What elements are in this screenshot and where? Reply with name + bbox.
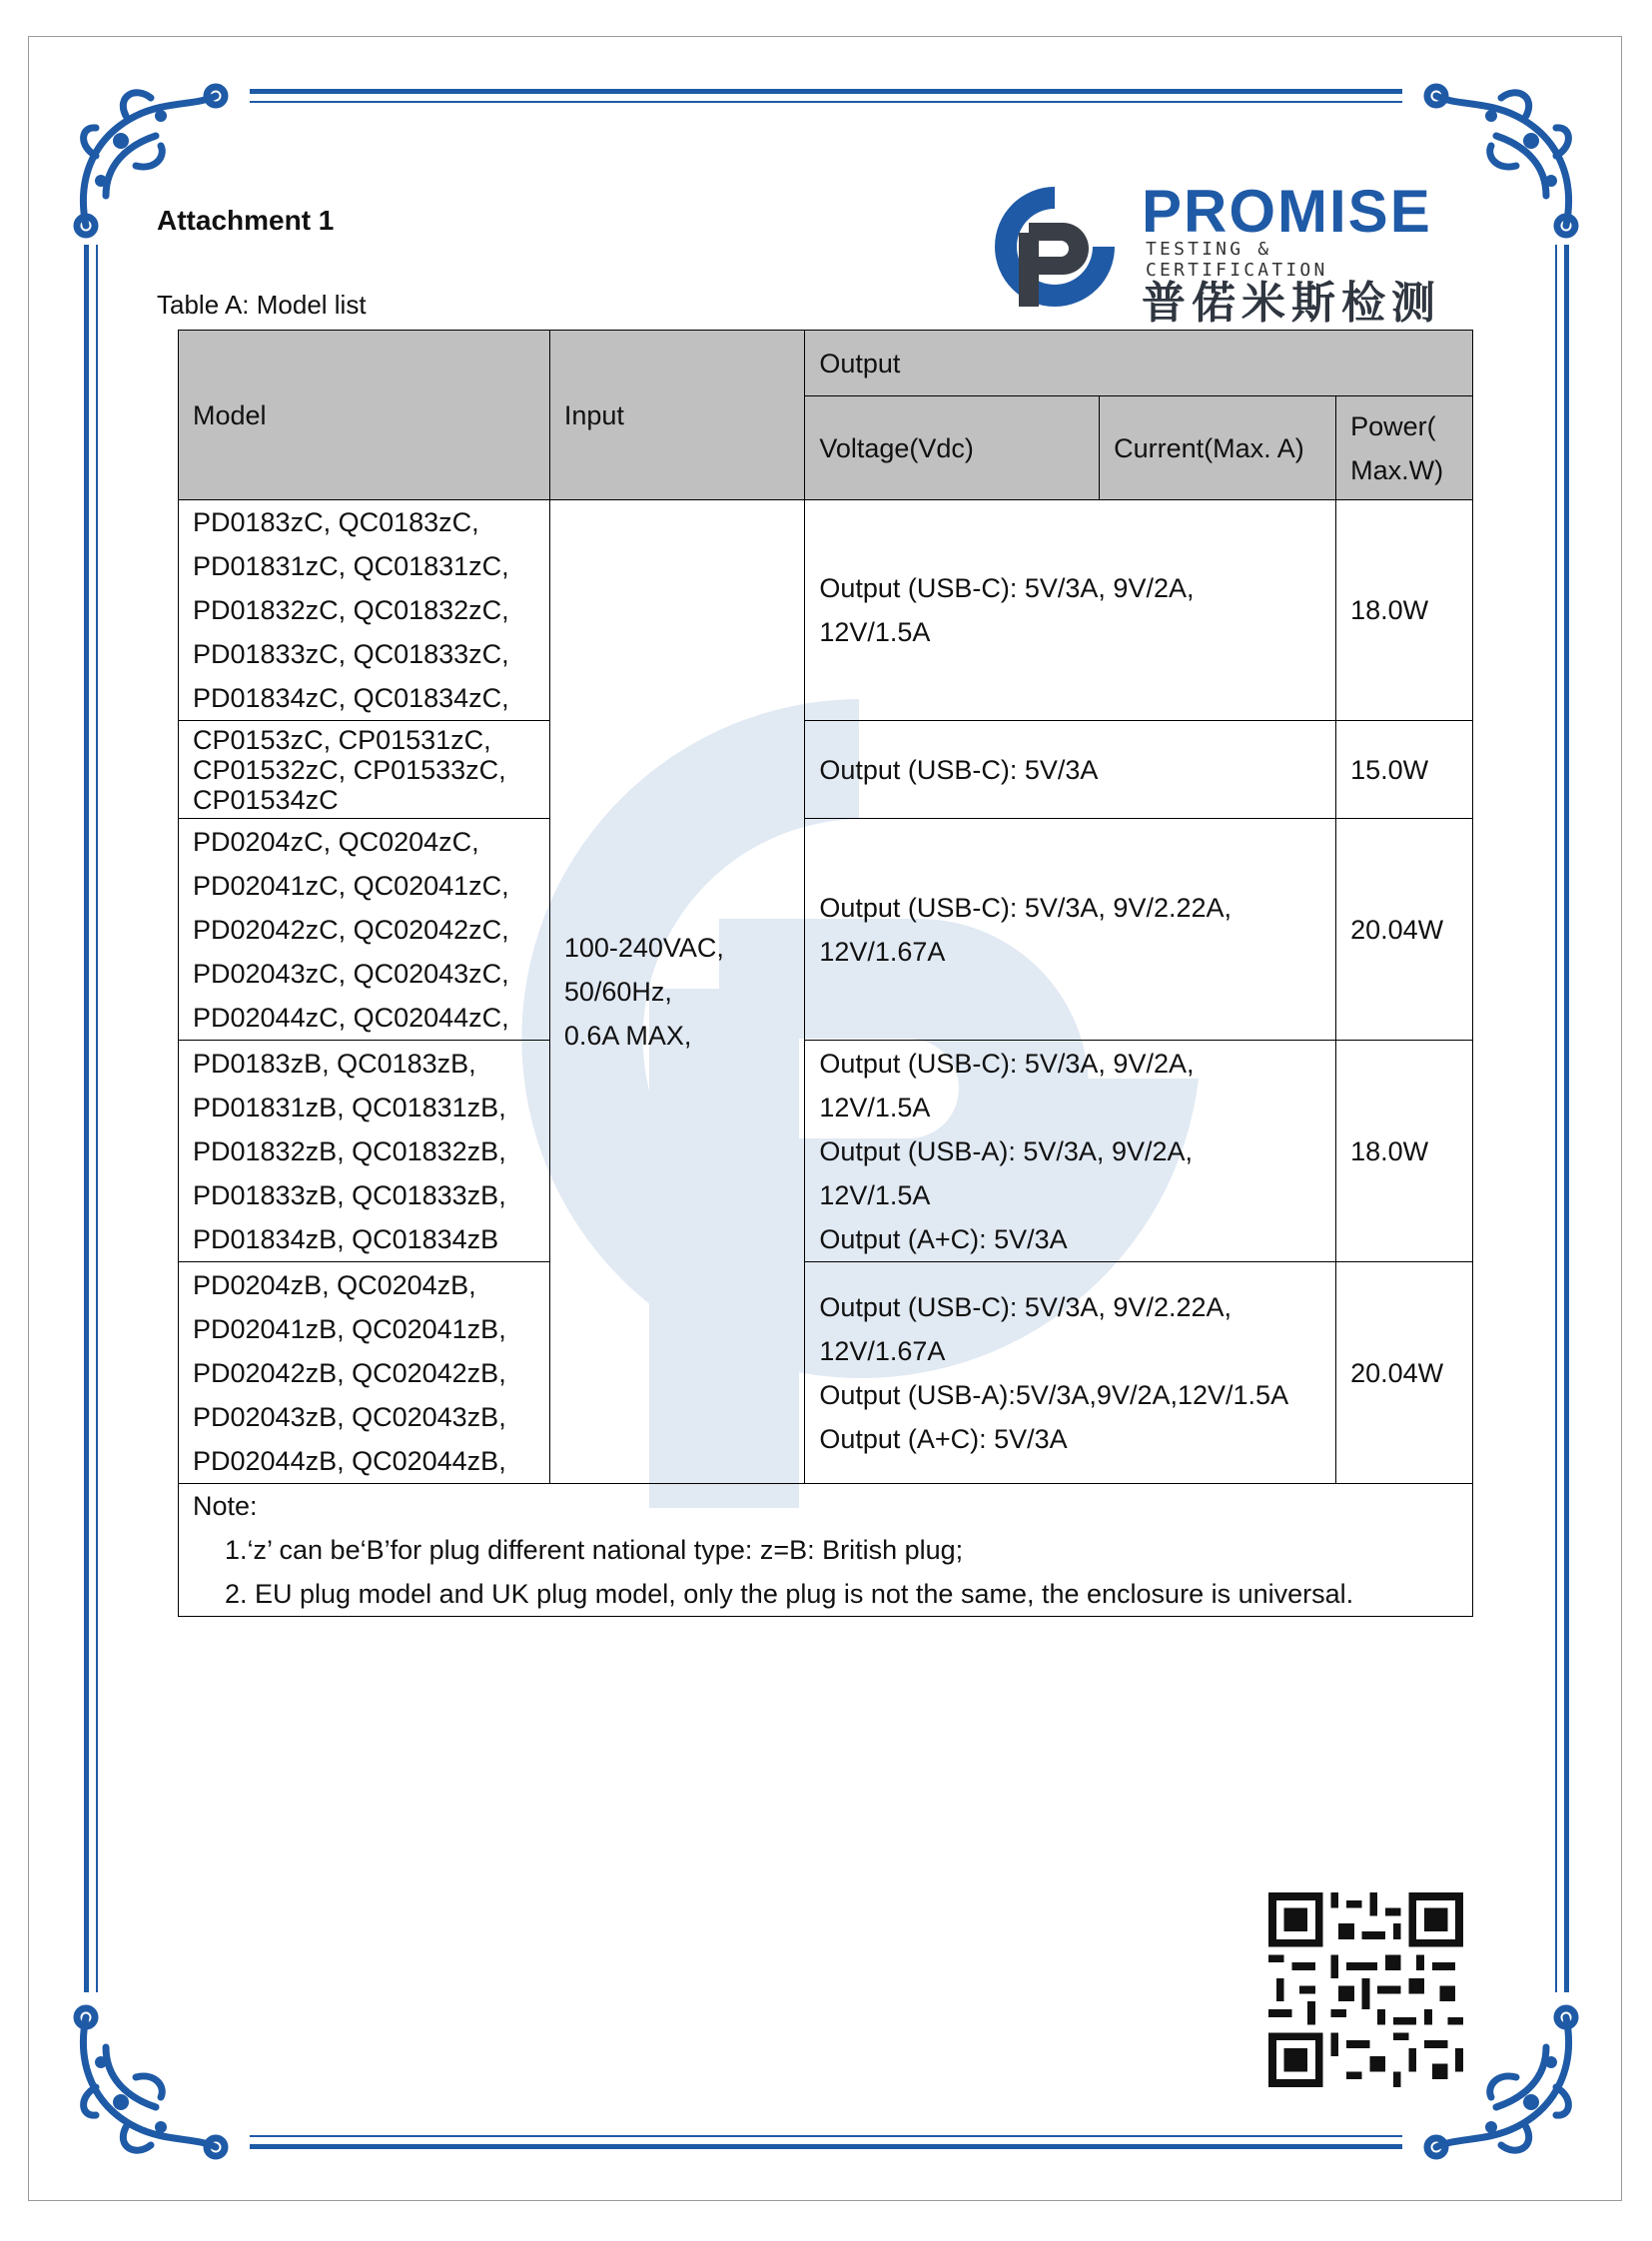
header-input: Input	[549, 331, 805, 500]
output-cell	[805, 1041, 1336, 1262]
corner-ornament-icon	[66, 1997, 236, 2167]
model-line: PD01832zB, QC01832zB,	[193, 1135, 506, 1166]
logo-chinese: 普偌米斯检测	[1142, 278, 1441, 329]
model-line: PD01831zB, QC01831zB,	[193, 1092, 506, 1122]
qr-code-icon	[1268, 1892, 1463, 2087]
output-line: 12V/1.5A	[819, 1092, 931, 1122]
input-line: 100-240VAC,	[563, 933, 724, 963]
border-top-inner	[250, 101, 1402, 103]
table-row	[179, 500, 1473, 721]
border-bottom-inner	[250, 2135, 1402, 2137]
output-line: Output (USB-A): 5V/3A, 9V/2A,	[819, 1135, 1193, 1166]
power-cell: 18.0W	[1336, 1041, 1473, 1262]
promise-logo-icon	[989, 181, 1121, 313]
table-row	[179, 1041, 1473, 1262]
note-item: 2. EU plug model and UK plug model, only the plug is not the same, the enclosure is universal.	[225, 1579, 1354, 1609]
output-line: Output (A+C): 5V/3A	[819, 1223, 1068, 1254]
model-line: PD02041zC, QC02041zC,	[193, 870, 509, 901]
output-line: Output (A+C): 5V/3A	[819, 1423, 1068, 1454]
model-line: PD01831zC, QC01831zC,	[193, 551, 509, 581]
model-line: PD02042zB, QC02042zB,	[193, 1357, 506, 1388]
model-cell	[179, 1041, 550, 1262]
model-cell	[179, 721, 550, 819]
model-line: PD02041zB, QC02041zB,	[193, 1313, 506, 1344]
logo-tagline: TESTING & CERTIFICATION	[1146, 239, 1328, 281]
input-line: 50/60Hz,	[563, 977, 672, 1007]
model-line: PD0183zB, QC0183zB,	[193, 1048, 476, 1079]
output-cell	[805, 1262, 1336, 1484]
power-cell: 18.0W	[1336, 500, 1473, 721]
model-line: PD01833zB, QC01833zB,	[193, 1179, 506, 1210]
border-left-inner	[96, 245, 98, 1992]
input-cell	[549, 500, 805, 1484]
model-line: PD01834zB, QC01834zB	[193, 1223, 499, 1254]
note-cell	[179, 1484, 1473, 1617]
input-line: 0.6A MAX,	[563, 1021, 692, 1051]
logo-title: PROMISE	[1142, 178, 1432, 245]
output-line: 12V/1.5A	[819, 1179, 931, 1210]
table-row	[179, 819, 1473, 1041]
model-line: PD01832zC, QC01832zC,	[193, 595, 509, 625]
power-cell: 20.04W	[1336, 819, 1473, 1041]
model-line: PD0204zC, QC0204zC,	[193, 826, 479, 857]
table-caption: Table A: Model list	[157, 290, 367, 320]
output-line: 12V/1.67A	[819, 1335, 946, 1366]
header-power-line2: Max.W)	[1350, 454, 1444, 485]
table-header-row	[179, 331, 1473, 396]
power-cell: 15.0W	[1336, 721, 1473, 819]
table-row	[179, 1262, 1473, 1484]
border-right-inner	[1555, 245, 1557, 1992]
model-line: CP01534zC	[193, 784, 339, 815]
model-line: PD02044zC, QC02044zC,	[193, 1002, 509, 1033]
model-cell	[179, 1262, 550, 1484]
note-item: 1.‘z’ can be‘B’for plug different national type: z=B: British plug;	[225, 1535, 964, 1565]
border-left-outer	[84, 245, 89, 1992]
border-right-outer	[1564, 245, 1569, 1992]
header-voltage: Voltage(Vdc)	[805, 396, 1100, 500]
output-line: Output (USB-C): 5V/3A, 9V/2A,	[819, 573, 1195, 603]
output-line: Output (USB-C): 5V/3A, 9V/2.22A,	[819, 892, 1233, 923]
output-cell	[805, 500, 1336, 721]
model-line: PD02043zC, QC02043zC,	[193, 958, 509, 989]
page-heading: Attachment 1	[157, 205, 335, 236]
model-line: PD02042zC, QC02042zC,	[193, 914, 509, 945]
note-row	[179, 1484, 1473, 1617]
promise-logo	[989, 175, 1448, 329]
table-row	[179, 721, 1473, 819]
model-line: PD01833zC, QC01833zC,	[193, 639, 509, 669]
output-line: Output (USB-C): 5V/3A, 9V/2.22A,	[819, 1291, 1233, 1322]
output-line: 12V/1.5A	[819, 617, 931, 647]
model-line: PD02043zB, QC02043zB,	[193, 1401, 506, 1432]
model-line: CP0153zC, CP01531zC,	[193, 724, 491, 755]
model-line: PD01834zC, QC01834zC,	[193, 683, 509, 713]
header-output: Output	[805, 331, 1473, 396]
note-title: Note:	[193, 1491, 258, 1521]
output-line: 12V/1.67A	[819, 936, 946, 967]
model-line: PD02044zB, QC02044zB,	[193, 1445, 506, 1476]
model-line: PD0204zB, QC0204zB,	[193, 1269, 476, 1300]
output-line: Output (USB-A):5V/3A,9V/2A,12V/1.5A	[819, 1379, 1289, 1410]
model-line: PD0183zC, QC0183zC,	[193, 507, 479, 537]
output-line: Output (USB-C): 5V/3A, 9V/2A,	[819, 1048, 1195, 1079]
header-model: Model	[179, 331, 550, 500]
header-power-line1: Power(	[1350, 410, 1436, 441]
header-current: Current(Max. A)	[1100, 396, 1336, 500]
border-top-outer	[250, 89, 1402, 94]
border-bottom-outer	[250, 2144, 1402, 2149]
model-cell	[179, 500, 550, 721]
model-cell	[179, 819, 550, 1041]
output-cell	[805, 819, 1336, 1041]
model-list-table	[178, 330, 1473, 1617]
model-line: CP01532zC, CP01533zC,	[193, 754, 506, 785]
output-line: Output (USB-C): 5V/3A	[819, 754, 1099, 785]
header-power	[1336, 396, 1473, 500]
power-cell: 20.04W	[1336, 1262, 1473, 1484]
output-cell	[805, 721, 1336, 819]
